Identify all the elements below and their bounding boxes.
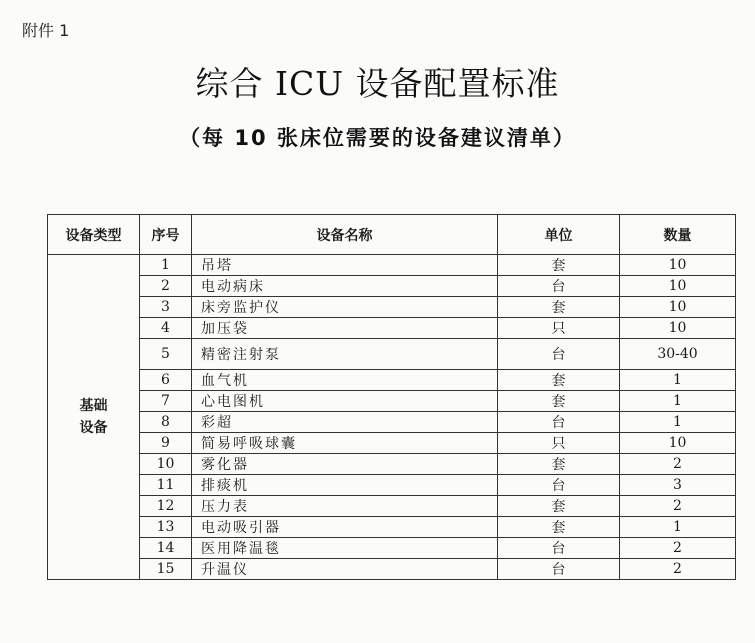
- table-row: [48, 454, 736, 475]
- group-label-cell: [48, 255, 140, 580]
- row-unit: 套: [498, 391, 620, 412]
- row-qty: 1: [620, 370, 736, 391]
- row-unit: 套: [498, 370, 620, 391]
- row-index: 2: [140, 276, 192, 297]
- table-row: [48, 276, 736, 297]
- table-row: [48, 391, 736, 412]
- row-name: 彩超: [192, 412, 498, 433]
- table-header-row: [48, 215, 736, 255]
- row-qty: 2: [620, 559, 736, 580]
- table-row: [48, 255, 736, 276]
- group-label-line2: 设备: [79, 420, 108, 436]
- table-row: [48, 339, 736, 370]
- row-unit: 台: [498, 339, 620, 370]
- row-name: 压力表: [192, 496, 498, 517]
- header-unit: 单位: [498, 215, 620, 255]
- equipment-table: [47, 214, 736, 580]
- row-name: 加压袋: [192, 318, 498, 339]
- row-qty: 2: [620, 454, 736, 475]
- row-index: 12: [140, 496, 192, 517]
- row-index: 8: [140, 412, 192, 433]
- row-name: 血气机: [192, 370, 498, 391]
- row-unit: 套: [498, 255, 620, 276]
- header-type: 设备类型: [48, 215, 140, 255]
- row-name: 雾化器: [192, 454, 498, 475]
- row-unit: 台: [498, 559, 620, 580]
- row-qty: 1: [620, 412, 736, 433]
- attachment-label: 附件 1: [22, 21, 70, 40]
- header-index: 序号: [140, 215, 192, 255]
- table-row: [48, 412, 736, 433]
- row-name: 精密注射泵: [192, 339, 498, 370]
- row-index: 3: [140, 297, 192, 318]
- header-qty: 数量: [620, 215, 736, 255]
- row-qty: 2: [620, 538, 736, 559]
- row-name: 吊塔: [192, 255, 498, 276]
- row-index: 1: [140, 255, 192, 276]
- row-unit: 台: [498, 538, 620, 559]
- row-qty: 10: [620, 276, 736, 297]
- row-unit: 套: [498, 297, 620, 318]
- row-qty: 1: [620, 517, 736, 538]
- row-unit: 套: [498, 454, 620, 475]
- row-name: 排痰机: [192, 475, 498, 496]
- row-index: 5: [140, 339, 192, 370]
- row-index: 7: [140, 391, 192, 412]
- table-row: [48, 297, 736, 318]
- table-row: [48, 318, 736, 339]
- header-name: 设备名称: [192, 215, 498, 255]
- row-qty: 2: [620, 496, 736, 517]
- row-unit: 台: [498, 412, 620, 433]
- row-index: 13: [140, 517, 192, 538]
- row-qty: 10: [620, 318, 736, 339]
- group-label-line1: 基础: [79, 398, 108, 414]
- row-name: 医用降温毯: [192, 538, 498, 559]
- table-row: [48, 538, 736, 559]
- row-index: 15: [140, 559, 192, 580]
- table-row: [48, 433, 736, 454]
- document-subtitle: （每 10 张床位需要的设备建议清单）: [179, 126, 576, 150]
- row-unit: 台: [498, 276, 620, 297]
- row-index: 9: [140, 433, 192, 454]
- table-row: [48, 559, 736, 580]
- row-index: 14: [140, 538, 192, 559]
- table-row: [48, 517, 736, 538]
- document-title: 综合 ICU 设备配置标准: [195, 64, 560, 103]
- row-index: 6: [140, 370, 192, 391]
- row-name: 心电图机: [192, 391, 498, 412]
- row-qty: 30-40: [620, 339, 736, 370]
- row-name: 升温仪: [192, 559, 498, 580]
- row-index: 10: [140, 454, 192, 475]
- row-unit: 只: [498, 318, 620, 339]
- row-unit: 套: [498, 517, 620, 538]
- row-unit: 只: [498, 433, 620, 454]
- row-qty: 10: [620, 433, 736, 454]
- row-name: 电动吸引器: [192, 517, 498, 538]
- row-qty: 3: [620, 475, 736, 496]
- row-name: 电动病床: [192, 276, 498, 297]
- row-name: 简易呼吸球囊: [192, 433, 498, 454]
- row-index: 11: [140, 475, 192, 496]
- row-qty: 10: [620, 297, 736, 318]
- table-row: [48, 370, 736, 391]
- row-qty: 10: [620, 255, 736, 276]
- row-name: 床旁监护仪: [192, 297, 498, 318]
- table-row: [48, 496, 736, 517]
- row-unit: 套: [498, 496, 620, 517]
- row-index: 4: [140, 318, 192, 339]
- row-unit: 台: [498, 475, 620, 496]
- row-qty: 1: [620, 391, 736, 412]
- table-row: [48, 475, 736, 496]
